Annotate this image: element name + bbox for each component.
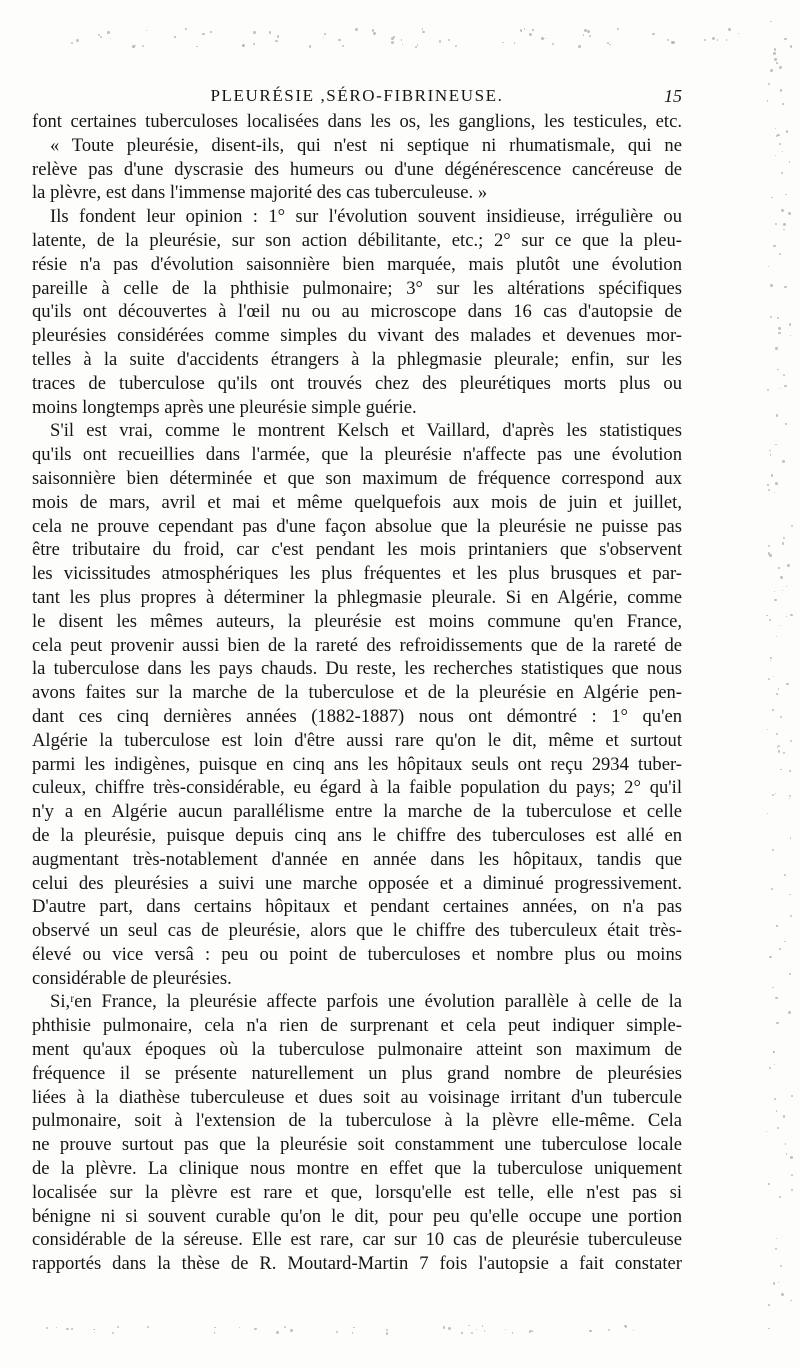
scan-speck bbox=[770, 454, 771, 455]
scan-speck bbox=[779, 948, 781, 950]
scan-speck bbox=[774, 492, 775, 493]
scan-speck bbox=[772, 849, 774, 851]
scan-speck bbox=[277, 35, 279, 37]
scan-speck bbox=[768, 489, 770, 491]
text-line: qu'ils ont découvertes à l'œil nu ou au microscope dans 16 cas d'autopsie de bbox=[32, 301, 682, 323]
scan-speck bbox=[776, 414, 778, 416]
text-line: dant ces cinq dernières années (1882-1887) nous ont démontré : 1° qu'en bbox=[32, 705, 682, 727]
scan-speck bbox=[355, 28, 358, 31]
scan-speck bbox=[786, 683, 789, 686]
scan-speck bbox=[780, 576, 783, 579]
scan-speck bbox=[778, 750, 780, 752]
scan-speck bbox=[775, 128, 776, 129]
scan-speck bbox=[768, 1328, 770, 1330]
scan-speck bbox=[771, 197, 772, 198]
text-line: avons faites sur la marche de la tuberculose et de la pleurésie en Algérie pen- bbox=[32, 682, 682, 704]
scan-speck bbox=[791, 1174, 793, 1176]
text-line: telles à la suite d'accidents étrangers à la phlegmasie pleurale; enfin, sur les bbox=[32, 348, 682, 370]
scan-speck bbox=[589, 35, 591, 37]
scan-speck bbox=[769, 554, 772, 557]
scan-speck bbox=[71, 42, 73, 44]
scan-speck bbox=[196, 46, 198, 48]
scan-speck bbox=[770, 657, 772, 659]
scan-speck bbox=[202, 33, 205, 36]
text-line: pleurésies considérées comme simples du vivant des malades et devenues mor- bbox=[32, 325, 682, 347]
running-title: PLEURÉSIE ,SÉRO-FIBRINEUSE. bbox=[210, 86, 504, 105]
scan-speck bbox=[471, 1332, 473, 1334]
scan-speck bbox=[783, 537, 785, 539]
scan-speck bbox=[589, 1330, 591, 1332]
scan-speck bbox=[185, 28, 187, 30]
scan-speck bbox=[552, 43, 554, 45]
scan-speck bbox=[786, 616, 787, 617]
text-line: le disent les mêmes auteurs, la pleurésie est moins commune qu'en France, bbox=[32, 610, 682, 632]
scan-speck bbox=[782, 460, 785, 463]
scan-speck bbox=[768, 1304, 770, 1306]
scan-speck bbox=[545, 38, 546, 39]
scan-speck bbox=[788, 212, 791, 215]
scan-speck bbox=[532, 29, 533, 30]
scan-speck bbox=[775, 347, 778, 350]
scan-speck bbox=[791, 1095, 793, 1097]
scan-speck bbox=[284, 1326, 286, 1328]
scan-speck bbox=[46, 1327, 48, 1329]
scan-speck bbox=[468, 1325, 469, 1326]
scan-speck bbox=[775, 223, 777, 225]
scan-speck bbox=[778, 332, 781, 335]
scan-speck bbox=[773, 245, 775, 247]
scan-speck bbox=[242, 45, 244, 47]
scan-speck bbox=[775, 482, 778, 485]
scan-speck bbox=[789, 798, 790, 799]
scan-speck bbox=[386, 1329, 388, 1331]
scan-speck bbox=[768, 266, 769, 267]
scan-speck bbox=[336, 1331, 338, 1333]
scan-speck bbox=[541, 37, 544, 40]
scan-speck bbox=[786, 130, 788, 132]
scan-speck bbox=[780, 716, 782, 718]
scan-speck bbox=[782, 151, 783, 152]
scan-speck bbox=[401, 39, 403, 41]
scan-speck bbox=[774, 1064, 775, 1065]
scan-speck bbox=[791, 1189, 793, 1191]
scan-speck bbox=[785, 194, 786, 195]
scan-speck bbox=[133, 46, 135, 48]
scan-speck bbox=[775, 1248, 777, 1250]
scan-speck bbox=[774, 48, 776, 50]
scan-speck bbox=[782, 590, 784, 592]
scan-speck bbox=[214, 1332, 216, 1334]
scan-speck bbox=[781, 172, 783, 174]
scan-noise-top bbox=[60, 28, 760, 48]
scan-speck bbox=[775, 997, 777, 999]
text-line: Ils fondent leur opinion : 1° sur l'évolution souvent insidieuse, irrégulière ou bbox=[50, 206, 682, 228]
scan-speck bbox=[100, 36, 103, 39]
scan-speck bbox=[779, 143, 781, 145]
text-line: liées à la diathèse tuberculeuse et dues soit au voisinage irritant d'un tubercule bbox=[32, 1086, 682, 1108]
text-line: ne prouve surtout pas que la pleurésie soit constamment une tuberculose locale bbox=[32, 1134, 682, 1156]
scan-speck bbox=[789, 161, 791, 163]
text-line: n'y a en Algérie aucun parallélisme entre la marche de la tuberculose et celle bbox=[32, 801, 682, 823]
scan-speck bbox=[174, 36, 175, 37]
scan-speck bbox=[779, 625, 780, 626]
scan-speck bbox=[608, 1329, 611, 1332]
scan-speck bbox=[784, 941, 785, 942]
scan-speck bbox=[784, 286, 787, 289]
scan-speck bbox=[777, 317, 779, 319]
scan-speck bbox=[391, 37, 394, 40]
scan-speck bbox=[502, 42, 503, 43]
page-header bbox=[32, 84, 682, 108]
scan-speck bbox=[770, 21, 771, 22]
scan-speck bbox=[779, 253, 781, 255]
scan-speck bbox=[767, 729, 768, 730]
scan-speck bbox=[787, 564, 790, 567]
scan-speck bbox=[776, 925, 777, 926]
scan-speck bbox=[783, 229, 784, 230]
scan-speck bbox=[780, 769, 782, 771]
scan-noise-bottom bbox=[40, 1325, 640, 1335]
scan-speck bbox=[210, 31, 211, 32]
scan-speck bbox=[578, 45, 580, 47]
scan-speck bbox=[783, 223, 786, 226]
scan-speck bbox=[587, 30, 590, 33]
scan-speck bbox=[147, 1326, 149, 1328]
scan-speck bbox=[790, 45, 792, 47]
scan-speck bbox=[476, 1329, 477, 1330]
scan-speck bbox=[776, 1022, 778, 1024]
scan-speck bbox=[780, 388, 781, 389]
scan-speck bbox=[786, 1153, 788, 1155]
scan-speck bbox=[776, 733, 778, 735]
scan-speck bbox=[633, 1330, 635, 1332]
text-line: de la plèvre. La clinique nous montre en effet que la tuberculose uniquement bbox=[32, 1158, 682, 1180]
scan-speck bbox=[791, 525, 794, 528]
scan-speck bbox=[786, 586, 787, 587]
scan-speck bbox=[617, 28, 619, 30]
scan-speck bbox=[781, 1293, 783, 1295]
scan-speck bbox=[112, 1332, 114, 1334]
scan-speck bbox=[769, 956, 771, 958]
text-line: les vicissitudes atmosphériques les plus fréquentes et les plus brusques et par- bbox=[32, 563, 682, 585]
scan-speck bbox=[728, 28, 731, 31]
scan-speck bbox=[790, 915, 792, 917]
text-line: observé un seul cas de pleurésie, alors que le chiffre des tuberculeux était très- bbox=[32, 920, 682, 942]
scan-speck bbox=[76, 39, 79, 42]
scan-speck bbox=[789, 770, 791, 772]
scan-speck bbox=[776, 1238, 777, 1239]
text-line: être tributaire du froid, car c'est pendant les mois printaniers que s'observent bbox=[32, 539, 682, 561]
text-line: résie n'a pas d'évolution saisonnière bien marquée, mais plutôt une évolution bbox=[32, 253, 682, 275]
scan-speck bbox=[774, 599, 777, 602]
scan-speck bbox=[779, 1196, 781, 1198]
scan-speck bbox=[771, 474, 774, 477]
text-line: qu'ils ont recueillies dans l'armée, que la pleurésie n'affecte pas une évolution bbox=[32, 444, 682, 466]
text-line: augmentant très-notablement d'année en année dans les hôpitaux, tandis que bbox=[32, 848, 682, 870]
scan-speck bbox=[773, 1282, 775, 1284]
scan-speck bbox=[309, 45, 312, 48]
scan-speck bbox=[531, 1330, 533, 1332]
scan-speck bbox=[790, 740, 793, 743]
scan-speck bbox=[386, 1332, 388, 1334]
scan-speck bbox=[790, 614, 793, 617]
scan-speck bbox=[275, 40, 278, 43]
scan-speck bbox=[770, 316, 772, 318]
scan-speck bbox=[110, 38, 111, 39]
scan-speck bbox=[774, 58, 776, 60]
scan-speck bbox=[239, 1327, 240, 1328]
scan-speck bbox=[520, 29, 522, 31]
text-line: considérable de pleurésies. bbox=[32, 967, 232, 989]
scan-speck bbox=[767, 484, 768, 485]
scan-speck bbox=[769, 1067, 771, 1069]
scan-speck bbox=[789, 323, 791, 325]
scan-speck bbox=[790, 1300, 791, 1301]
scan-speck bbox=[253, 31, 256, 34]
scan-speck bbox=[776, 636, 777, 637]
text-line: latente, de la pleurésie, sur son action débilitante, etc.; 2° sur ce que la pleu- bbox=[32, 229, 682, 251]
scan-speck bbox=[778, 567, 779, 568]
text-line: Si,ʳen France, la pleurésie affecte parfois une évolution parallèle à celle de la bbox=[50, 991, 682, 1013]
scan-speck bbox=[775, 155, 776, 156]
scan-speck bbox=[774, 1098, 776, 1100]
scan-speck bbox=[512, 1332, 514, 1334]
scan-speck bbox=[71, 1328, 73, 1330]
scan-speck bbox=[778, 688, 779, 689]
scan-speck bbox=[767, 100, 769, 102]
text-line: relève pas d'une dyscrasie des humeurs ou d'une dégénérescence cancéreuse de bbox=[32, 158, 682, 180]
scan-speck bbox=[117, 1326, 120, 1329]
scan-speck bbox=[583, 34, 585, 36]
scan-speck bbox=[323, 37, 325, 39]
scan-speck bbox=[775, 444, 777, 446]
scan-speck bbox=[777, 1127, 779, 1129]
scan-speck bbox=[766, 615, 768, 617]
scan-speck bbox=[338, 39, 340, 41]
text-line: considérable de la séreuse. Elle est rare, car sur 10 cas de pleurésie tuberculeuse bbox=[32, 1229, 682, 1251]
text-line: élevé ou vice versâ : peu ou point de tuberculoses et nombre plus ou moins bbox=[32, 943, 682, 965]
scan-speck bbox=[455, 45, 457, 47]
scan-speck bbox=[790, 837, 791, 838]
scan-speck bbox=[342, 45, 344, 47]
text-line: moins longtemps après une pleurésie simple guérie. bbox=[32, 396, 417, 418]
scan-speck bbox=[784, 38, 786, 40]
scan-speck bbox=[142, 45, 144, 47]
text-line: mois de mars, avril et mai et même quelquefois aux mois de juin et juillet, bbox=[32, 491, 682, 513]
scan-speck bbox=[269, 31, 272, 34]
scan-speck bbox=[780, 1265, 782, 1267]
scan-speck bbox=[529, 33, 532, 36]
text-line: D'autre part, dans certains hôpitaux et pendant certaines années, on n'a pas bbox=[32, 896, 682, 918]
scan-speck bbox=[778, 1282, 779, 1283]
scan-speck bbox=[738, 33, 740, 35]
text-line: ment qu'aux époques où la tuberculose pulmonaire atteint son maximum de bbox=[32, 1039, 682, 1061]
scan-speck bbox=[785, 423, 786, 424]
scan-speck bbox=[56, 1327, 57, 1328]
scan-speck bbox=[66, 1328, 69, 1331]
scan-speck bbox=[782, 542, 785, 545]
scan-speck bbox=[784, 385, 787, 388]
scan-speck bbox=[768, 1183, 770, 1185]
scan-speck bbox=[781, 209, 784, 212]
scan-speck bbox=[422, 31, 424, 33]
scan-speck bbox=[782, 103, 784, 105]
text-line: fréquence il se présente naturellement un plus grand nombre de pleurésies bbox=[32, 1062, 682, 1084]
scan-speck bbox=[290, 1329, 293, 1332]
scan-speck bbox=[783, 1115, 786, 1118]
scan-speck bbox=[505, 1329, 506, 1330]
scan-speck bbox=[415, 46, 417, 48]
text-line: font certaines tuberculoses localisées dans les os, les ganglions, les testicules, etc. bbox=[32, 111, 682, 132]
scan-speck bbox=[789, 973, 791, 975]
scan-speck bbox=[717, 39, 718, 40]
scan-speck bbox=[777, 369, 779, 371]
scan-speck bbox=[482, 1325, 484, 1327]
scan-speck bbox=[667, 39, 670, 42]
text-line: saisonnière bien déterminée et que son maximum de fréquence correspond aux bbox=[32, 467, 682, 489]
scan-speck bbox=[448, 1327, 451, 1330]
scan-speck bbox=[773, 676, 774, 677]
text-line: pareille à celle de la phthisie pulmonaire; 3° sur les altérations spécifiques bbox=[32, 277, 682, 299]
scan-speck bbox=[769, 450, 770, 451]
scan-speck bbox=[776, 1110, 777, 1111]
scan-speck bbox=[783, 374, 785, 376]
scan-speck bbox=[772, 709, 774, 711]
scan-speck bbox=[766, 1131, 767, 1132]
scan-speck bbox=[443, 1326, 445, 1328]
text-line: rapportés dans la thèse de R. Moutard-Martin 7 fois l'autopsie a fait constater bbox=[32, 1253, 682, 1275]
scan-speck bbox=[770, 284, 772, 286]
scan-speck bbox=[391, 41, 394, 44]
scan-speck bbox=[352, 1332, 354, 1334]
scan-speck bbox=[726, 39, 728, 41]
scan-speck bbox=[772, 987, 774, 989]
scan-speck bbox=[769, 619, 771, 621]
scan-speck bbox=[422, 28, 424, 30]
scan-speck bbox=[789, 894, 790, 895]
scan-speck bbox=[609, 44, 610, 45]
scan-speck bbox=[778, 327, 781, 330]
scan-speck bbox=[773, 52, 776, 55]
text-line: la plèvre, est dans l'immense majorité des cas tuberculeuse. » bbox=[32, 182, 488, 204]
text-line: cela peut provenir aussi bien de la rareté des refroidissements que de la rareté de bbox=[32, 634, 682, 656]
text-line: traces de tuberculose qu'ils ont trouvés chez des pleurétiques morts plus ou bbox=[32, 372, 682, 394]
scan-speck bbox=[214, 1327, 216, 1329]
text-line: la tuberculose dans les pays chauds. Du reste, les recherches statistiques que nous bbox=[32, 658, 682, 680]
scan-speck bbox=[439, 40, 442, 43]
scan-speck bbox=[652, 33, 654, 35]
scan-speck bbox=[94, 1332, 95, 1333]
text-line: cela ne prouve cependant pas d'une façon absolue que la pleurésie ne puisse pas bbox=[32, 515, 682, 537]
scan-speck bbox=[770, 69, 773, 72]
scan-speck bbox=[790, 1156, 793, 1159]
text-line: pulmonaire, soit à l'extension de la tuberculose à la plèvre elle-même. Cela bbox=[32, 1110, 682, 1132]
scan-speck bbox=[524, 28, 526, 30]
scan-speck bbox=[767, 813, 769, 815]
text-line: « Toute pleurésie, disent-ils, qui n'est ni septique ni rhumatismale, qui ne bbox=[50, 134, 682, 156]
scan-speck bbox=[774, 591, 775, 592]
scan-speck bbox=[768, 545, 771, 548]
scan-speck bbox=[712, 37, 715, 40]
text-line: Algérie la tuberculose est loin d'être aussi rare qu'on le dit, même et surtout bbox=[32, 729, 682, 751]
scan-speck bbox=[784, 874, 786, 876]
scan-speck bbox=[372, 29, 374, 31]
scan-speck bbox=[448, 39, 450, 41]
scan-speck bbox=[783, 752, 785, 754]
body-text bbox=[32, 110, 682, 1276]
scan-speck bbox=[768, 678, 770, 680]
scan-speck bbox=[461, 1332, 462, 1333]
scan-speck bbox=[776, 693, 778, 695]
scan-speck bbox=[780, 89, 782, 91]
text-line: bénigne ni si souvent curable qu'on le dit, pour peu qu'elle occupe une portion bbox=[32, 1205, 682, 1227]
scan-speck bbox=[779, 66, 782, 69]
scan-noise-right-edge bbox=[766, 20, 794, 1340]
scan-speck bbox=[146, 30, 147, 31]
scan-speck bbox=[276, 1331, 279, 1334]
scan-speck bbox=[93, 1329, 94, 1330]
scan-speck bbox=[772, 794, 774, 796]
scan-speck bbox=[253, 43, 255, 45]
scan-speck bbox=[790, 335, 791, 336]
text-line: parmi les indigènes, puisque en cinq ans les hôpitaux seuls ont reçu 2934 tuber- bbox=[32, 753, 682, 775]
scan-speck bbox=[768, 83, 770, 85]
scan-speck bbox=[107, 31, 110, 34]
scan-speck bbox=[770, 660, 771, 661]
scan-speck bbox=[402, 44, 403, 45]
scan-speck bbox=[324, 33, 326, 35]
text-line: localisée sur la plèvre est rare et que, lorsqu'elle est telle, elle n'est pas si bbox=[32, 1181, 682, 1203]
scan-speck bbox=[353, 1327, 354, 1328]
text-line: S'il est vrai, comme le montrent Kelsch et Vaillard, d'après les statistiques bbox=[50, 420, 682, 442]
scan-speck bbox=[671, 41, 673, 43]
scan-speck bbox=[771, 888, 773, 890]
scan-speck bbox=[788, 1011, 791, 1014]
text-line: culeux, chiffre très-considérable, eu égard à la faible population du pays; 2° qu'il bbox=[32, 777, 682, 799]
scan-speck bbox=[775, 793, 776, 794]
scan-speck bbox=[373, 32, 376, 35]
text-line: de la pleurésie, puisque depuis cinq ans le chiffre des tuberculoses est allé en bbox=[32, 824, 682, 846]
text-line: tant les plus propres à déterminer la phlegmasie pleurale. Si en Algérie, comme bbox=[32, 586, 682, 608]
scan-speck bbox=[417, 44, 419, 46]
scan-speck bbox=[704, 39, 706, 41]
scan-speck bbox=[785, 1143, 786, 1144]
scan-speck bbox=[767, 389, 769, 391]
text-line: phthisie pulmonaire, cela n'a rien de surprenant et cela peut indiquer simple- bbox=[32, 1015, 682, 1037]
page-number: 15 bbox=[664, 86, 682, 106]
scan-speck bbox=[254, 1328, 257, 1331]
text-line: celui des pleurésies a suivi une marche opposée et a diminué progressivement. bbox=[32, 872, 682, 894]
scan-speck bbox=[776, 62, 777, 63]
scan-speck bbox=[514, 42, 516, 44]
